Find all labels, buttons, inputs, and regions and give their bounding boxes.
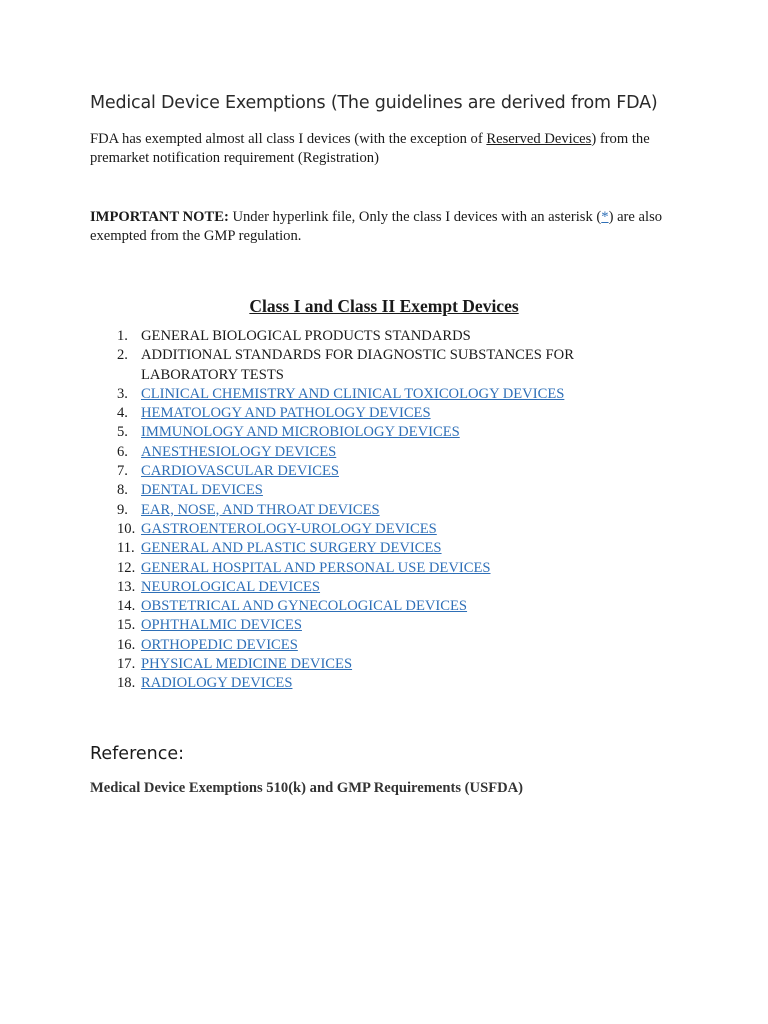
device-category-link[interactable]: ANESTHESIOLOGY DEVICES xyxy=(141,443,337,460)
list-item xyxy=(90,385,610,404)
list-item-number: 6. xyxy=(117,443,128,460)
device-category-link[interactable]: RADIOLOGY DEVICES xyxy=(141,675,293,692)
device-category-link[interactable]: GASTROENTEROLOGY-UROLOGY DEVICES xyxy=(141,520,437,537)
list-item xyxy=(90,674,610,693)
list-item-number: 9. xyxy=(117,501,128,518)
list-item-number: 17. xyxy=(117,656,136,673)
list-item xyxy=(90,443,610,462)
list-item xyxy=(90,655,610,674)
intro-paragraph xyxy=(90,130,680,169)
list-item-number: 7. xyxy=(117,463,128,480)
reference-text: Medical Device Exemptions 510(k) and GMP Requirements (USFDA) xyxy=(90,780,524,796)
device-list xyxy=(90,327,610,694)
list-item-number: 1. xyxy=(117,328,128,344)
device-category-link[interactable]: CARDIOVASCULAR DEVICES xyxy=(141,463,339,480)
list-item xyxy=(90,481,610,500)
document-title: Medical Device Exemptions (The guidelines are derived from FDA) xyxy=(90,93,658,113)
device-category-link[interactable]: PHYSICAL MEDICINE DEVICES xyxy=(141,656,353,673)
device-category-label: GENERAL BIOLOGICAL PRODUCTS STANDARDS xyxy=(141,328,471,344)
list-item-number: 3. xyxy=(117,385,128,402)
list-item-number: 4. xyxy=(117,405,128,422)
list-item-number: 14. xyxy=(117,598,136,615)
list-item-number: 13. xyxy=(117,578,136,595)
device-category-link[interactable]: HEMATOLOGY AND PATHOLOGY DEVICES xyxy=(141,405,431,422)
note-text-before: Under hyperlink file, Only the class I devices with an asterisk ( xyxy=(228,209,602,225)
intro-text-before: FDA has exempted almost all class I devices (with the exception of xyxy=(90,131,487,147)
list-item xyxy=(90,597,610,616)
list-item-number: 2. xyxy=(117,347,128,364)
list-item xyxy=(90,462,610,481)
list-item xyxy=(90,539,610,558)
reference-heading: Reference: xyxy=(90,744,185,764)
important-note-label: IMPORTANT NOTE: xyxy=(90,209,229,225)
list-item-number: 11. xyxy=(117,540,135,557)
list-item-number: 16. xyxy=(117,636,136,653)
device-category-link[interactable]: EAR, NOSE, AND THROAT DEVICES xyxy=(141,501,380,518)
important-note-paragraph xyxy=(90,208,680,247)
device-category-link[interactable]: DENTAL DEVICES xyxy=(141,482,263,499)
list-item-number: 12. xyxy=(117,559,136,576)
list-item-number: 10. xyxy=(117,520,136,537)
list-item-number: 15. xyxy=(117,617,136,634)
list-item xyxy=(90,616,610,635)
list-item-number: 18. xyxy=(117,675,136,692)
device-category-link[interactable]: CLINICAL CHEMISTRY AND CLINICAL TOXICOLOGY DEVICES xyxy=(141,385,565,402)
intro-text-after: ) from the premarket notification requirement (Registration) xyxy=(90,131,650,167)
reserved-devices-underlined: Reserved Devices xyxy=(486,131,592,147)
device-category-link[interactable]: IMMUNOLOGY AND MICROBIOLOGY DEVICES xyxy=(141,424,460,441)
section-heading: Class I and Class II Exempt Devices xyxy=(249,296,519,316)
list-item xyxy=(90,578,610,597)
list-item xyxy=(90,520,610,539)
list-item xyxy=(90,346,610,385)
list-item xyxy=(90,501,610,520)
device-category-link[interactable]: NEUROLOGICAL DEVICES xyxy=(141,578,321,595)
device-category-label: ADDITIONAL STANDARDS FOR DIAGNOSTIC SUBSTANCES FOR LABORATORY TESTS xyxy=(141,347,574,383)
asterisk-link[interactable]: * xyxy=(601,209,609,225)
device-category-link[interactable]: OBSTETRICAL AND GYNECOLOGICAL DEVICES xyxy=(141,598,468,615)
device-category-link[interactable]: GENERAL AND PLASTIC SURGERY DEVICES xyxy=(141,540,442,557)
list-item xyxy=(90,404,610,423)
device-category-link[interactable]: GENERAL HOSPITAL AND PERSONAL USE DEVICES xyxy=(141,559,491,576)
list-item xyxy=(90,327,610,346)
list-item xyxy=(90,423,610,442)
device-category-link[interactable]: ORTHOPEDIC DEVICES xyxy=(141,636,298,653)
list-item xyxy=(90,559,610,578)
device-category-link[interactable]: OPHTHALMIC DEVICES xyxy=(141,617,302,634)
list-item-number: 8. xyxy=(117,482,128,499)
note-text-after: ) are also exempted from the GMP regulation. xyxy=(90,209,663,245)
list-item xyxy=(90,636,610,655)
list-item-number: 5. xyxy=(117,424,128,441)
